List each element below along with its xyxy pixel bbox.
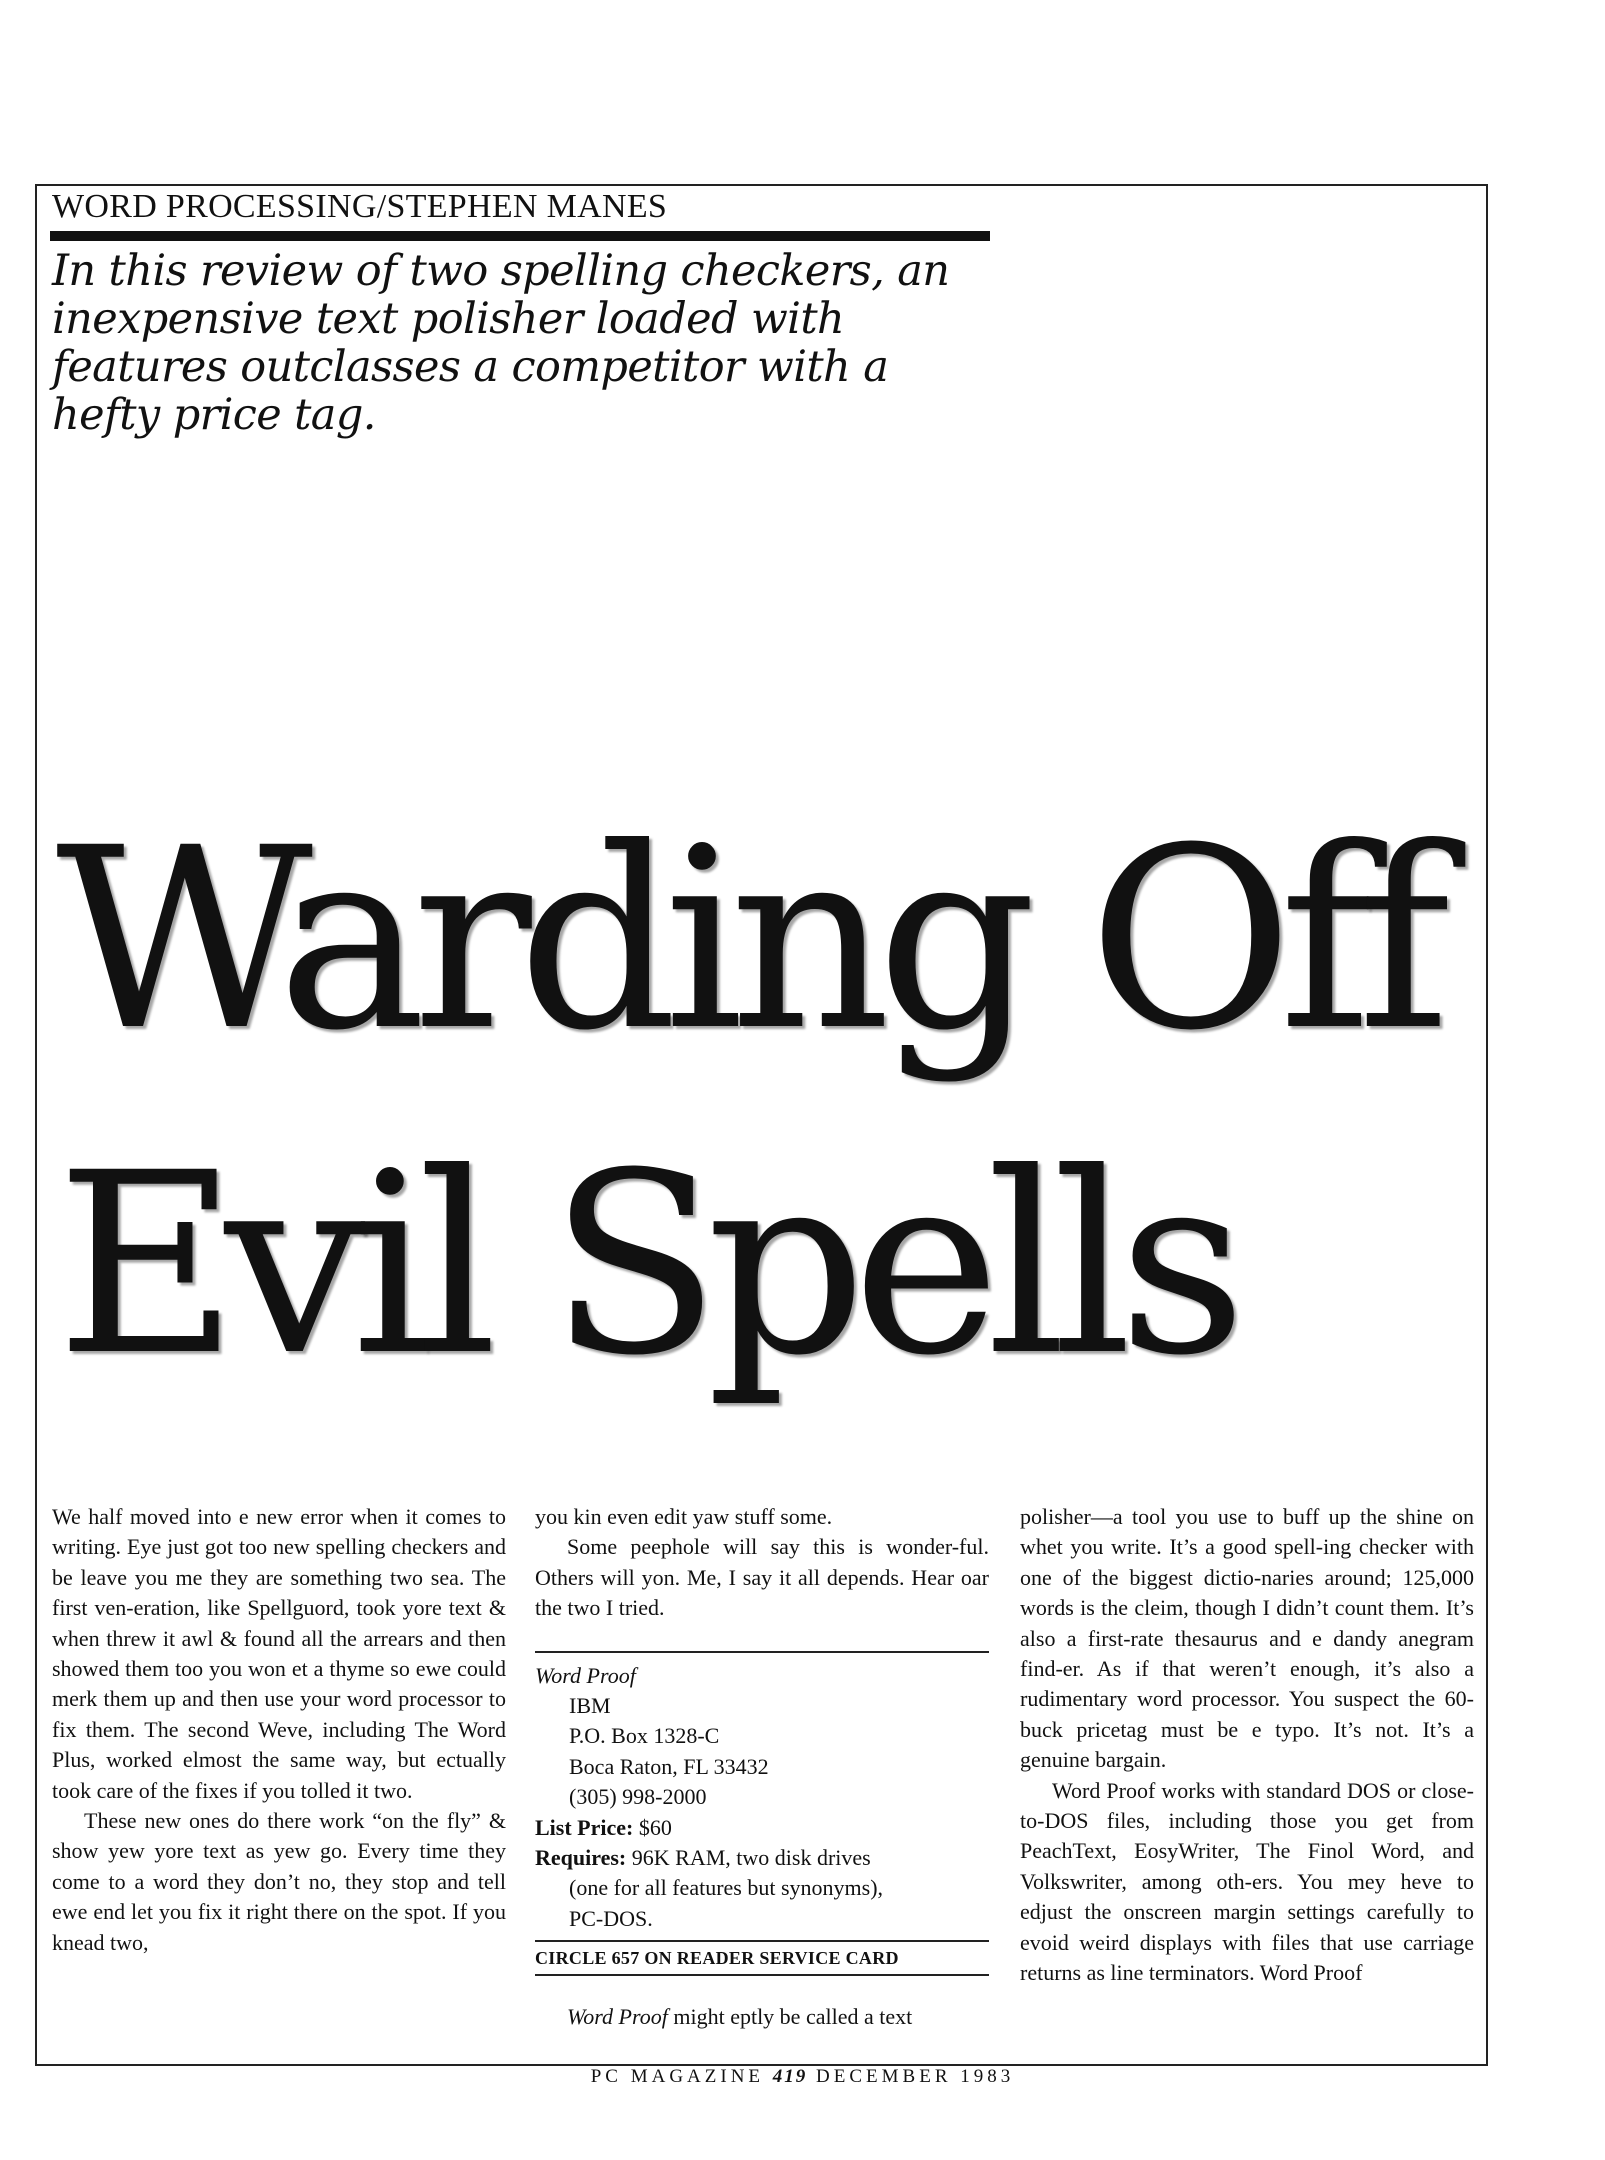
folio-page-number: 419 bbox=[772, 2066, 808, 2087]
column-2-paragraph-2: Some peephole will say this is wonder-ful. Others will yon. Me, I say it all depends. Hear oar the two I tried. bbox=[535, 1534, 989, 1621]
reader-service-circle: CIRCLE 657 ON READER SERVICE CARD bbox=[535, 1940, 989, 1976]
column-2-paragraph-1: you kin even edit yaw stuff some. bbox=[535, 1504, 833, 1529]
column-3-paragraph-2: Word Proof works with standard DOS or close-to-DOS files, including those you get from PeachText, EosyWriter, The Finol Word, and Volkswriter, among oth-ers. You mey heve to edjust the onscreen margin settings carefully to evoid weird displays with files that use carriage returns as line terminators. Word Proof bbox=[1020, 1777, 1474, 1986]
list-price bbox=[535, 1813, 989, 1843]
deck-text: In this review of two spelling checkers, an inexpensive text polisher loaded with features outclasses a competitor with a hefty price tag. bbox=[52, 246, 950, 440]
column-1-paragraph-1: We half moved into e new error when it comes to writing. Eye just got too new spelling checkers and be leave you me they are something two sea. The first ven-eration, like Spellguord, took yore text & when threw it awl & found all the arrears and then showed them too you won et a thyme so ewe could merk them up and then use your word processor to fix them. The second Weve, including The Word Plus, worked elmost the same way, but ectually took care of the fixes if you tolled it two. bbox=[52, 1504, 506, 1803]
headline-line-1: Warding Off bbox=[56, 794, 1437, 1085]
product-name-inline: Word Proof bbox=[567, 2004, 668, 2030]
page-folio bbox=[0, 2066, 1605, 2088]
column-2-paragraph-3 bbox=[535, 2002, 989, 2032]
column-3-paragraph-1: polisher—a tool you use to buff up the shine on whet you write. It’s a good spell-ing checker with one of the biggest dictio-naries around; 125,000 words is the cleim, though I didn’t count them. It’s also a first-rate thesaurus and e dandy anegram find-er. As if that weren’t enough, it’s also a rudimentary word processor. You suspect the 60-buck pricetag must be e typo. It’s not. It’s a genuine bargain. bbox=[1020, 1504, 1474, 1773]
column-2-paragraph-3-text: might eptly be called a text bbox=[667, 2004, 913, 2030]
requirements-value: 96K RAM, two disk drives bbox=[631, 1845, 871, 1871]
section-label: WORD PROCESSING/STEPHEN MANES bbox=[52, 188, 668, 225]
requirements-value-2: (one for all features but synonyms), bbox=[569, 1875, 884, 1901]
section-rule bbox=[50, 231, 990, 241]
column-3 bbox=[1020, 1502, 1474, 1989]
list-price-value: $60 bbox=[638, 1814, 672, 1840]
product-info-box bbox=[535, 1651, 989, 1977]
folio-date: DECEMBER 1983 bbox=[816, 2066, 1015, 2087]
product-name: Word Proof bbox=[535, 1662, 636, 1688]
vendor-address-2: Boca Raton, FL 33432 bbox=[569, 1753, 769, 1779]
vendor-name: IBM bbox=[569, 1693, 611, 1719]
vendor-phone: (305) 998-2000 bbox=[569, 1784, 707, 1810]
requirements-label: Requires: bbox=[535, 1845, 627, 1871]
folio-magazine: PC MAGAZINE bbox=[590, 2066, 765, 2087]
headline-line-2: Evil Spells bbox=[56, 1119, 1233, 1410]
vendor-address-1: P.O. Box 1328-C bbox=[569, 1723, 720, 1749]
column-2 bbox=[535, 1502, 989, 2033]
requirements bbox=[535, 1843, 989, 1873]
column-1 bbox=[52, 1502, 506, 1958]
requirements-value-3: PC-DOS. bbox=[569, 1905, 653, 1931]
list-price-label: List Price: bbox=[535, 1814, 634, 1840]
column-1-paragraph-2: These new ones do there work “on the fly” & show yew yore text as yew go. Every time they come to a word they don’t no, they stop and tell ewe end let you fix it right there on the spot. If you knead two, bbox=[52, 1808, 506, 1955]
